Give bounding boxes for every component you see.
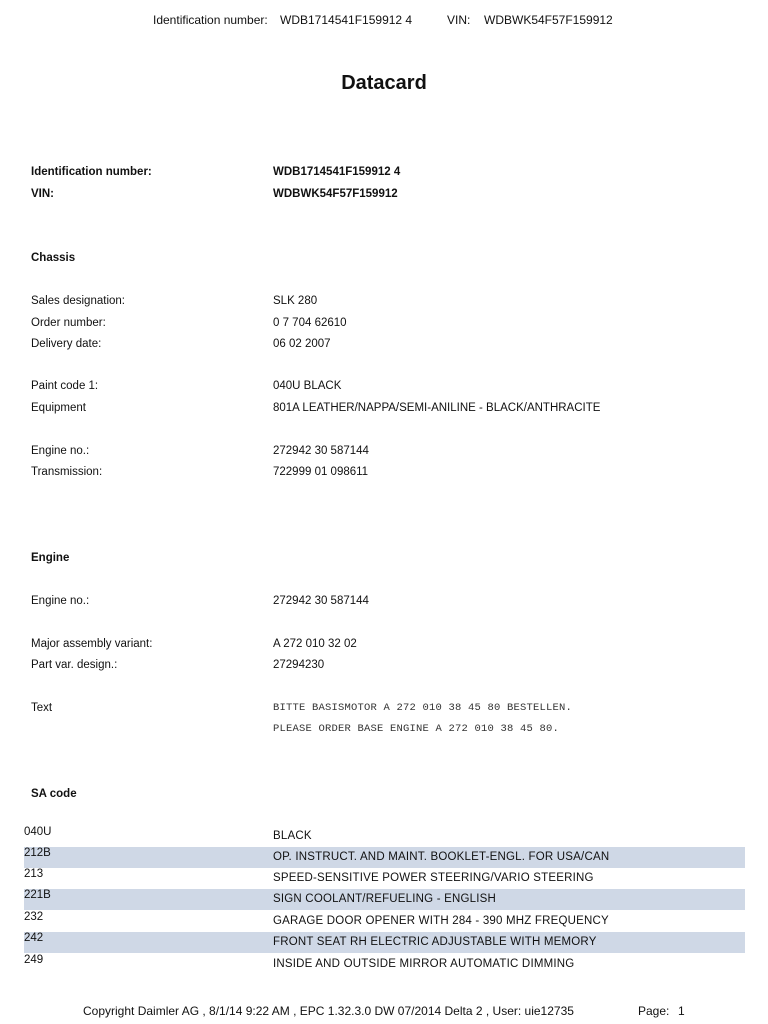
sa-code-heading: SA code	[31, 788, 77, 800]
chassis-paint-code-label: Paint code 1:	[31, 380, 99, 392]
vin-label: VIN:	[31, 188, 54, 200]
chassis-order-number-label: Order number:	[31, 317, 106, 329]
chassis-order-number-value: 0 7 704 62610	[273, 317, 347, 329]
engine-heading: Engine	[31, 552, 70, 564]
chassis-equipment-value: 801A LEATHER/NAPPA/SEMI-ANILINE - BLACK/ANTHRACITE	[273, 402, 601, 414]
chassis-engine-no-label: Engine no.:	[31, 445, 90, 457]
engine-major-assembly-value: A 272 010 32 02	[273, 638, 357, 650]
table-row	[24, 911, 745, 932]
chassis-sales-designation-value: SLK 280	[273, 295, 318, 307]
page-title: Datacard	[341, 72, 427, 94]
chassis-paint-code-value: 040U BLACK	[273, 380, 342, 392]
sa-code: 040U	[24, 826, 52, 838]
table-row	[24, 932, 745, 953]
chassis-heading: Chassis	[31, 252, 76, 264]
sa-description: OP. INSTRUCT. AND MAINT. BOOKLET-ENGL. FOR USA/CAN	[273, 851, 610, 863]
header-vin-value: WDBWK54F57F159912	[484, 13, 613, 27]
engine-no-label: Engine no.:	[31, 595, 90, 607]
table-row	[24, 954, 745, 975]
id-value: WDB1714541F159912 4	[273, 166, 401, 178]
chassis-sales-designation-label: Sales designation:	[31, 295, 125, 307]
footer-copyright: Copyright Daimler AG , 8/1/14 9:22 AM , EPC 1.32.3.0 DW 07/2014 Delta 2 , User: uie12735	[83, 1004, 574, 1018]
engine-text-line-2: PLEASE ORDER BASE ENGINE A 272 010 38 45 80.	[273, 723, 560, 735]
chassis-engine-no-value: 272942 30 587144	[273, 445, 369, 457]
sa-code: 242	[24, 932, 44, 944]
sa-description: GARAGE DOOR OPENER WITH 284 - 390 MHZ FREQUENCY	[273, 915, 609, 927]
table-row	[24, 868, 745, 889]
engine-major-assembly-label: Major assembly variant:	[31, 638, 153, 650]
sa-code: 213	[24, 868, 44, 880]
engine-no-value: 272942 30 587144	[273, 595, 369, 607]
engine-part-var-value: 27294230	[273, 659, 325, 671]
header-vin-label: VIN:	[447, 13, 471, 27]
sa-code: 249	[24, 954, 44, 966]
chassis-transmission-label: Transmission:	[31, 466, 103, 478]
engine-text-label: Text	[31, 702, 53, 714]
chassis-delivery-date-value: 06 02 2007	[273, 338, 331, 350]
footer-page-number: 1	[678, 1004, 685, 1018]
engine-text-line-1: BITTE BASISMOTOR A 272 010 38 45 80 BESTELLEN.	[273, 702, 573, 714]
table-row	[24, 889, 745, 910]
sa-description: INSIDE AND OUTSIDE MIRROR AUTOMATIC DIMMING	[273, 958, 575, 970]
id-label: Identification number:	[31, 166, 152, 178]
table-row	[24, 847, 745, 868]
table-row	[24, 826, 745, 847]
sa-description: SPEED-SENSITIVE POWER STEERING/VARIO STEERING	[273, 872, 594, 884]
sa-description: SIGN COOLANT/REFUELING - ENGLISH	[273, 893, 497, 905]
header-id-label: Identification number:	[153, 13, 268, 27]
vin-value: WDBWK54F57F159912	[273, 188, 398, 200]
footer-page-label: Page:	[638, 1004, 670, 1018]
sa-description: BLACK	[273, 830, 312, 842]
header-id-value: WDB1714541F159912 4	[280, 13, 413, 27]
engine-part-var-label: Part var. design.:	[31, 659, 118, 671]
sa-code: 221B	[24, 889, 51, 901]
sa-description: FRONT SEAT RH ELECTRIC ADJUSTABLE WITH MEMORY	[273, 936, 597, 948]
chassis-delivery-date-label: Delivery date:	[31, 338, 102, 350]
chassis-equipment-label: Equipment	[31, 402, 86, 414]
chassis-transmission-value: 722999 01 098611	[273, 466, 369, 478]
sa-code: 212B	[24, 847, 51, 859]
sa-code: 232	[24, 911, 44, 923]
